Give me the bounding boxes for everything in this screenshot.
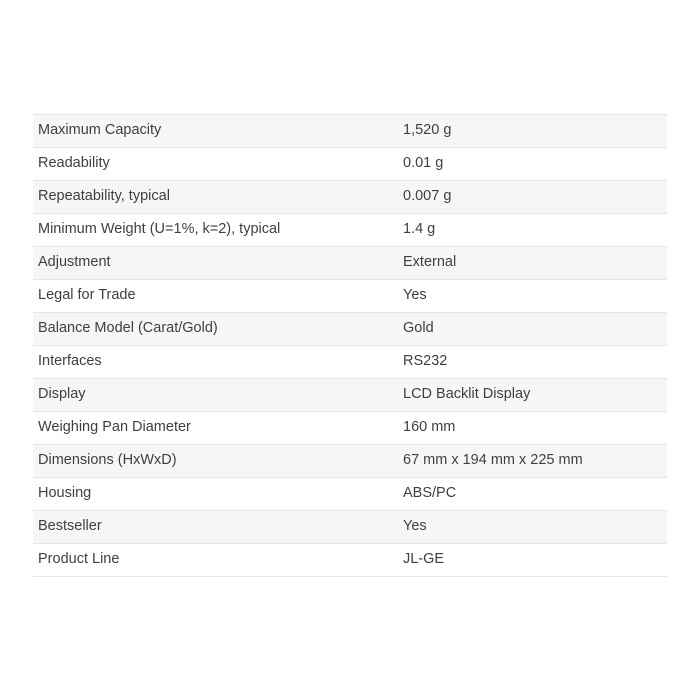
table-row xyxy=(33,511,667,544)
spec-value: 0.01 g xyxy=(398,148,667,181)
spec-value: Yes xyxy=(398,511,667,544)
spec-label: Maximum Capacity xyxy=(33,115,398,148)
specification-table-container xyxy=(33,114,667,577)
table-row xyxy=(33,346,667,379)
spec-label: Adjustment xyxy=(33,247,398,280)
spec-label: Display xyxy=(33,379,398,412)
spec-value: 1,520 g xyxy=(398,115,667,148)
spec-value: 1.4 g xyxy=(398,214,667,247)
spec-label: Housing xyxy=(33,478,398,511)
specification-table-body xyxy=(33,115,667,577)
spec-value: JL-GE xyxy=(398,544,667,577)
spec-label: Interfaces xyxy=(33,346,398,379)
spec-value: 67 mm x 194 mm x 225 mm xyxy=(398,445,667,478)
table-row xyxy=(33,214,667,247)
table-row xyxy=(33,115,667,148)
spec-label: Bestseller xyxy=(33,511,398,544)
spec-label: Repeatability, typical xyxy=(33,181,398,214)
spec-label: Weighing Pan Diameter xyxy=(33,412,398,445)
table-row xyxy=(33,148,667,181)
table-row xyxy=(33,445,667,478)
spec-label: Product Line xyxy=(33,544,398,577)
spec-label: Legal for Trade xyxy=(33,280,398,313)
table-row xyxy=(33,412,667,445)
table-row xyxy=(33,280,667,313)
table-row xyxy=(33,247,667,280)
spec-value: LCD Backlit Display xyxy=(398,379,667,412)
spec-value: Gold xyxy=(398,313,667,346)
spec-value: ABS/PC xyxy=(398,478,667,511)
spec-label: Balance Model (Carat/Gold) xyxy=(33,313,398,346)
table-row xyxy=(33,313,667,346)
specification-table xyxy=(33,114,667,577)
table-row xyxy=(33,478,667,511)
spec-label: Readability xyxy=(33,148,398,181)
table-row xyxy=(33,181,667,214)
table-row xyxy=(33,544,667,577)
spec-value: Yes xyxy=(398,280,667,313)
spec-value: RS232 xyxy=(398,346,667,379)
spec-value: 160 mm xyxy=(398,412,667,445)
spec-value: External xyxy=(398,247,667,280)
spec-label: Minimum Weight (U=1%, k=2), typical xyxy=(33,214,398,247)
spec-label: Dimensions (HxWxD) xyxy=(33,445,398,478)
spec-value: 0.007 g xyxy=(398,181,667,214)
table-row xyxy=(33,379,667,412)
